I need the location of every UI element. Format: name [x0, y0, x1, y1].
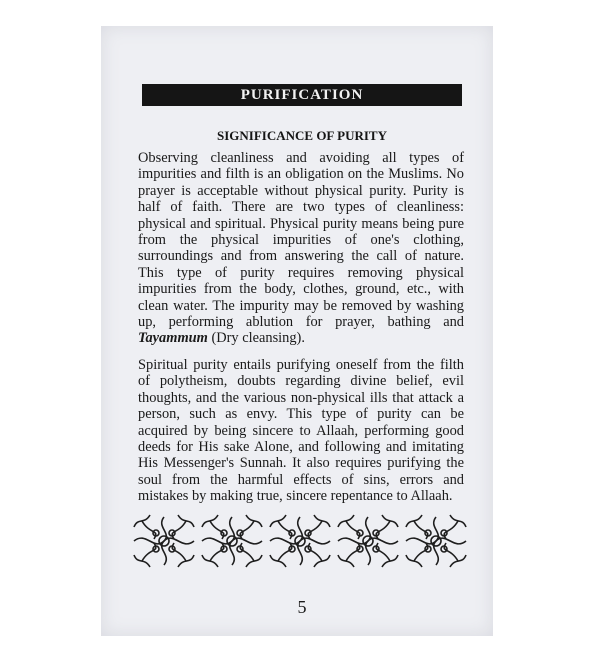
- floral-motif-icon: [270, 515, 330, 567]
- chapter-banner: [142, 84, 462, 106]
- floral-motif-icon: [338, 515, 398, 567]
- paragraph-physical-purity: [138, 150, 464, 347]
- paragraph-spiritual-purity: Spiritual purity entails purifying oneself from the filth of polytheism, doubts regarding divine belief, evil thoughts, and the various non-physical ills that attack a person, such as envy. This type of purity can be acquired by being sincere to Allaah, performing good deeds for His sake Alone, and following and imitating His Messenger's Sunnah. It also requires purifying the soul from the harmful effects of sins, errors and mistakes by making true, sincere repentance to Allaah.: [138, 357, 464, 505]
- paragraph-text: Observing cleanliness and avoiding all types of impurities and filth is an obligation on the Muslims. No prayer is acceptable without physical purity. Purity is half of faith. There are two types of cleanliness: physical and spiritual. Physical purity means being pure from the physical impurities of one's clothing, surroundings and from answering the call of nature. This type of purity requires removing physical impurities from the body, clothes, ground, etc., with clean water. The impurity may be removed by washing up, performing ablution for prayer, bathing and: [138, 150, 464, 331]
- page-number: 5: [297, 597, 307, 617]
- tayammum-term: Tayammum: [138, 330, 208, 347]
- floral-motif-icon: [202, 515, 262, 567]
- floral-border-ornament-icon: [130, 512, 470, 570]
- chapter-title: PURIFICATION: [240, 86, 364, 103]
- section-heading: SIGNIFICANCE OF PURITY: [217, 128, 387, 143]
- paragraph-text-tail: (Dry cleansing).: [207, 330, 305, 347]
- floral-motif-icon: [406, 515, 466, 567]
- floral-motif-icon: [134, 515, 194, 567]
